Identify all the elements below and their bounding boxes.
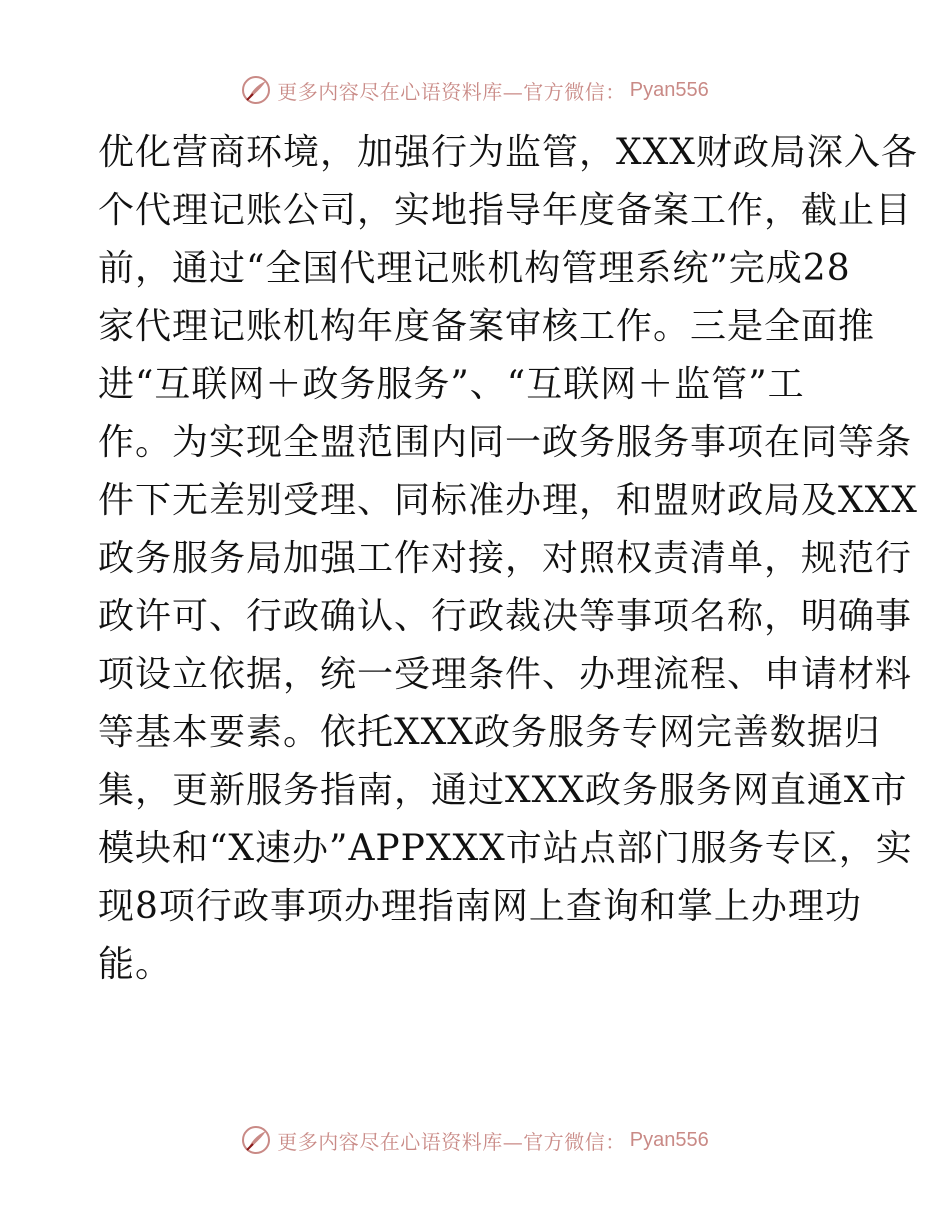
body-line: 集，更新服务指南，通过XXX政务服务网直通X市 [98,770,908,811]
body-line: 件下无差别受理、同标准办理，和盟财政局及XXX [98,480,918,521]
document-body [98,124,918,994]
body-line: 优化营商环境，加强行为监管，XXX财政局深入各 [98,132,918,173]
body-line: 模块和“X速办”APPXXX市站点部门服务专区，实 [98,828,913,869]
header-watermark-text: 更多内容尽在心语资料库—官方微信： [277,79,626,104]
body-line: 前，通过“全国代理记账机构管理系统”完成28 [98,248,851,289]
quill-logo-icon [241,75,271,105]
body-line: 政许可、行政确认、行政裁决等事项名称，明确事 [98,596,913,637]
body-line: 现8项行政事项办理指南网上查询和掌上办理功 [98,886,862,927]
body-line: 进“互联网＋政务服务”、“互联网＋监管”工 [98,364,805,405]
header-watermark [0,70,950,110]
body-line: 家代理记账机构年度备案审核工作。三是全面推 [98,306,876,347]
body-line: 能。 [98,944,173,985]
footer-watermark-id: Pyan556 [629,1128,709,1151]
body-line: 个代理记账公司，实地指导年度备案工作，截止目 [98,190,913,231]
header-watermark-id: Pyan556 [629,78,709,101]
body-line: 等基本要素。依托XXX政务服务专网完善数据归 [98,712,881,753]
body-line: 政务服务局加强工作对接，对照权责清单，规范行 [98,538,913,579]
quill-logo-icon [241,1125,271,1155]
footer-watermark [0,1120,950,1160]
footer-watermark-text: 更多内容尽在心语资料库—官方微信： [277,1129,626,1154]
body-line: 项设立依据，统一受理条件、办理流程、申请材料 [98,654,913,695]
body-line: 作。为实现全盟范围内同一政务服务事项在同等条 [98,422,913,463]
